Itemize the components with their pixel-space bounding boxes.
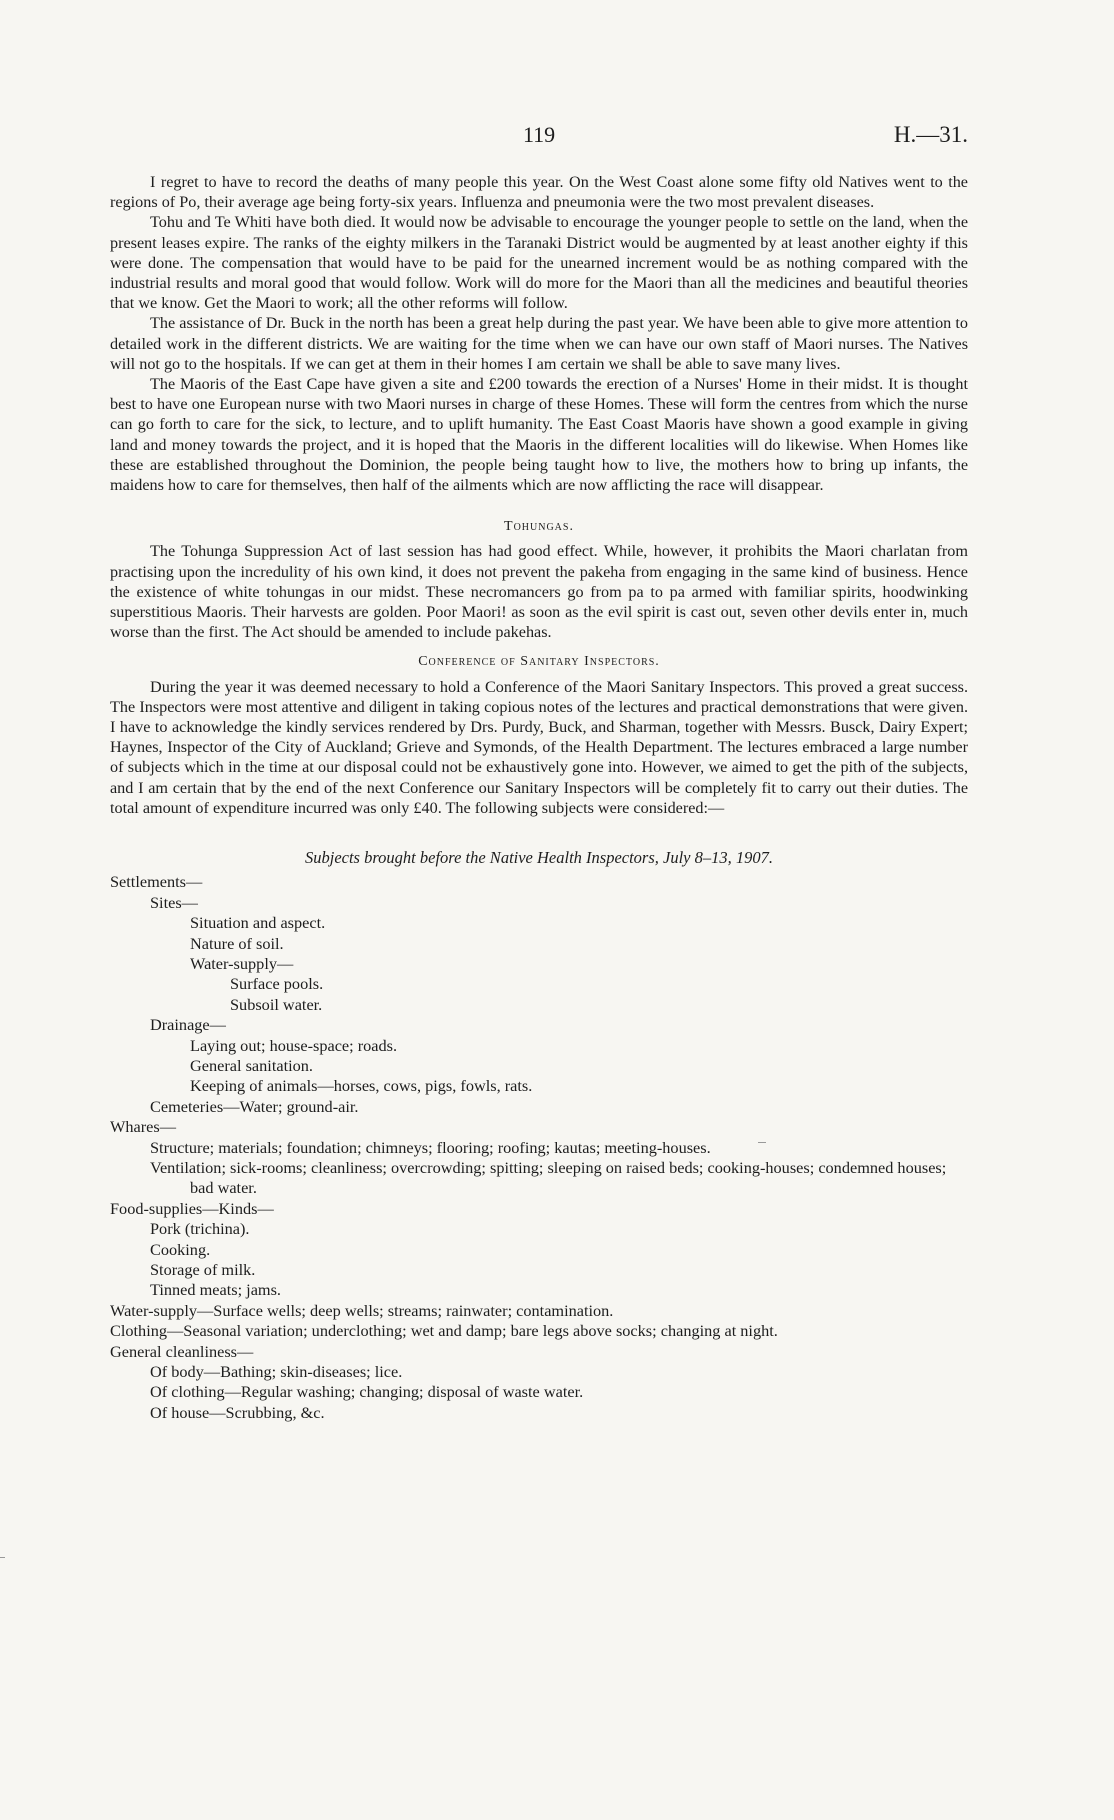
outline-item: Cooking. bbox=[150, 1239, 211, 1259]
paragraph-deaths: I regret to have to record the deaths of many people this year. On the West Coast alone some fifty old Natives went to the regions of Po, their average age being forty-six years. Influenza and pneumonia were the two most prevalent diseases. bbox=[110, 173, 968, 212]
outline-item: Food-supplies—Kinds— bbox=[110, 1198, 274, 1218]
outline-item: Tinned meats; jams. bbox=[150, 1280, 282, 1300]
outline-item: Ventilation; sick-rooms; cleanliness; overcrowding; spitting; sleeping on raised beds; cooking-houses; condemned houses; bad water. bbox=[150, 1157, 947, 1198]
outline-item: Pork (trichina). bbox=[150, 1219, 250, 1239]
paragraph-conference: During the year it was deemed necessary to hold a Conference of the Maori Sanitary Inspectors. This proved a great success. The Inspectors were most attentive and diligent in taking copious notes of the lectures and practical demonstrations that were given. I have to acknowledge the kindly services rendered by Drs. Purdy, Buck, and Sharman, together with Messrs. Busck, Dairy Expert; Haynes, Inspector of the City of Auckland; Grieve and Symonds, of the Health Department. The lectures embraced a large number of subjects which in the time at our disposal could not be exhaustively gone into. However, we aimed to get the pith of the subjects, and I am certain that by the end of the next Conference our Sanitary Inspectors will be completely fit to carry out their duties. The total amount of expenditure incurred was only £40. The following subjects were considered:— bbox=[110, 677, 968, 817]
paragraph-tohu-te-whiti: Tohu and Te Whiti have both died. It would now be advisable to encourage the younger people to settle on the land, when the present leases expire. The ranks of the eighty milkers in the Taranaki District would be augmented by at least another eighty if this were done. The compensation that would have to be paid for the unearned increment would be as nothing compared with the industrial results and moral good that would follow. Work will do more for the Maori than all the medicines and beautiful theories that we know. Get the Maori to work; all the other reforms will follow. bbox=[110, 213, 968, 313]
paragraph-tohungas: The Tohunga Suppression Act of last session has had good effect. While, however, it prohibits the Maori charlatan from practising upon the incredulity of his own kind, it does not prevent the pakeha from engaging in the same kind of business. Hence the existence of white tohungas in our midst. These necromancers go from pa to pa armed with familiar spirits, hoodwinking superstitious Maoris. Their harvests are golden. Poor Maori! as soon as the evil spirit is cast out, seven other devils enter in, much worse than the first. The Act should be amended to include pakehas. bbox=[110, 542, 968, 642]
page-number: 119 bbox=[523, 122, 556, 147]
outline-item: Clothing—Seasonal variation; underclothing; wet and damp; bare legs above socks; changing at night. bbox=[110, 1321, 778, 1341]
outline-item: Laying out; house-space; roads. bbox=[190, 1035, 398, 1055]
outline-item: Of body—Bathing; skin-diseases; lice. bbox=[150, 1362, 403, 1382]
outline-item: Cemeteries—Water; ground-air. bbox=[150, 1096, 359, 1116]
print-speck bbox=[758, 1142, 766, 1143]
outline-item: Whares— bbox=[110, 1117, 176, 1137]
subjects-title: Subjects brought before the Native Health Inspectors, July 8–13, 1907. bbox=[304, 848, 774, 868]
outline-item: Of house—Scrubbing, &c. bbox=[150, 1402, 325, 1422]
outline-item: Water-supply— bbox=[190, 953, 294, 973]
outline-item: Water-supply—Surface wells; deep wells; streams; rainwater; contamination. bbox=[110, 1300, 614, 1320]
outline-item: Surface pools. bbox=[230, 974, 324, 994]
paragraph-east-cape: The Maoris of the East Cape have given a site and £200 towards the erection of a Nurses' Home in their midst. It is thought best to have one European nurse with two Maori nurses in charge of these Homes. These will form the centres from which the nurse can go forth to care for the sick, to lecture, and to uplift humanity. The East Coast Maoris have shown a good example in giving land and money towards the project, and it is hoped that the Maoris in the different localities will do likewise. When Homes like these are established throughout the Dominion, the people being taught how to live, the mothers how to bring up infants, the maidens how to care for themselves, then half of the ailments which are now afflicting the race will disappear. bbox=[110, 375, 968, 495]
page-header bbox=[0, 122, 1114, 152]
outline-item: General cleanliness— bbox=[110, 1341, 254, 1361]
scan-margin-mark bbox=[0, 1557, 5, 1558]
outline-item: Structure; materials; foundation; chimneys; flooring; roofing; kautas; meeting-houses. bbox=[150, 1137, 711, 1157]
paragraph-dr-buck: The assistance of Dr. Buck in the north has been a great help during the past year. We have been able to give more attention to detailed work in the different districts. We are waiting for the time when we can have our own staff of Maori nurses. The Natives will not go to the hospitals. If we can get at them in their homes I am certain we shall be able to save many lives. bbox=[110, 314, 968, 373]
outline-item: Keeping of animals—horses, cows, pigs, fowls, rats. bbox=[190, 1076, 533, 1096]
outline-item: Subsoil water. bbox=[230, 994, 323, 1014]
document-reference: H.—31. bbox=[893, 122, 968, 147]
section-heading-tohungas: Tohungas. bbox=[504, 519, 574, 535]
outline-item: Situation and aspect. bbox=[190, 913, 326, 933]
outline-item: Nature of soil. bbox=[190, 933, 284, 953]
outline-item: General sanitation. bbox=[190, 1055, 313, 1075]
outline-item: Storage of milk. bbox=[150, 1260, 256, 1280]
outline-item: Settlements— bbox=[110, 872, 203, 892]
subjects-outline bbox=[110, 872, 968, 1423]
outline-item: Drainage— bbox=[150, 1015, 226, 1035]
document-body bbox=[110, 172, 968, 1423]
section-heading-conference: Conference of Sanitary Inspectors. bbox=[418, 654, 660, 670]
outline-item: Of clothing—Regular washing; changing; disposal of waste water. bbox=[150, 1382, 584, 1402]
outline-item: Sites— bbox=[150, 892, 198, 912]
